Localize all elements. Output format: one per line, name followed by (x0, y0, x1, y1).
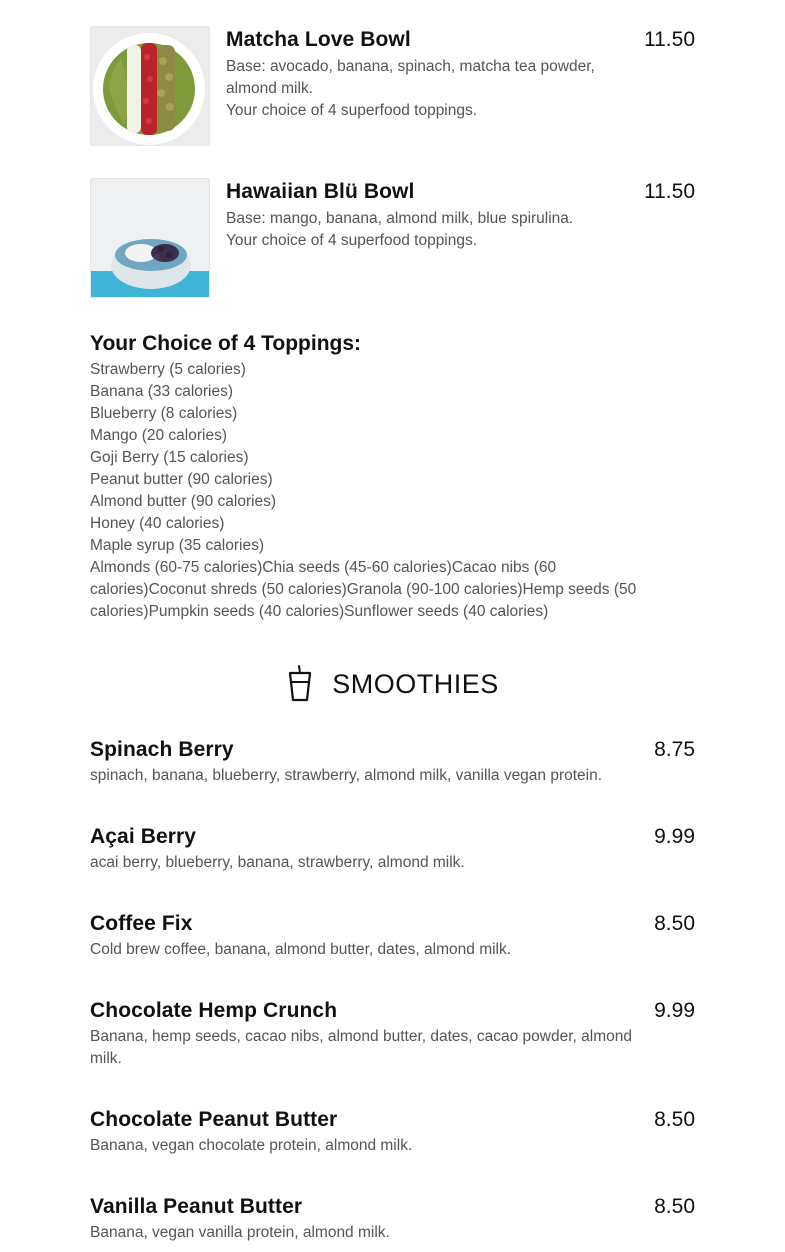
item-description (226, 208, 626, 252)
item-price: 11.50 (644, 180, 695, 203)
topping-item: Strawberry (5 calories) (90, 361, 246, 378)
item-description: spinach, banana, blueberry, strawberry, almond milk, vanilla vegan protein. (90, 767, 603, 784)
topping-item: Blueberry (8 calories) (90, 405, 238, 422)
item-text (90, 1106, 645, 1157)
item-price: 9.99 (654, 999, 695, 1022)
menu-item-hawaiian-blu-bowl[interactable] (90, 178, 695, 298)
item-price: 8.50 (654, 1195, 695, 1218)
item-price: 8.75 (654, 738, 695, 761)
hawaiian-blue-bowl-photo-icon (91, 179, 210, 298)
bowl-text (226, 178, 626, 252)
topping-item: Almonds (60-75 calories) (90, 559, 263, 576)
item-description: Banana, vegan vanilla protein, almond milk. (90, 1224, 390, 1241)
item-price: 8.50 (654, 1108, 695, 1131)
item-text (90, 910, 645, 961)
description-line: Base: mango, banana, almond milk, blue spirulina. (226, 210, 574, 227)
topping-item: Coconut shreds (50 calories) (148, 581, 347, 598)
smoothies-section-header (0, 664, 785, 704)
topping-item: Sunflower seeds (40 calories) (344, 603, 549, 620)
toppings-title: Your Choice of 4 Toppings: (90, 332, 362, 355)
item-description: Cold brew coffee, banana, almond butter, dates, almond milk. (90, 941, 512, 958)
item-name: Matcha Love Bowl (226, 28, 411, 51)
item-price: 8.50 (654, 912, 695, 935)
menu-item-vanilla-peanut-butter[interactable] (90, 1193, 695, 1244)
topping-item: Granola (90-100 calories) (346, 581, 523, 598)
menu-item-chocolate-hemp-crunch[interactable] (90, 997, 695, 1070)
toppings-list (90, 359, 670, 623)
item-description: Banana, hemp seeds, cacao nibs, almond butter, dates, cacao powder, almond milk. (90, 1028, 632, 1067)
menu-item-chocolate-peanut-butter[interactable] (90, 1106, 695, 1157)
topping-item: Mango (20 calories) (90, 427, 227, 444)
description-line: Your choice of 4 superfood toppings. (226, 102, 478, 119)
item-name: Hawaiian Blü Bowl (226, 180, 415, 203)
topping-item: Chia seeds (45-60 calories) (262, 559, 452, 576)
item-name: Chocolate Peanut Butter (90, 1108, 338, 1131)
item-description: Banana, vegan chocolate protein, almond milk. (90, 1137, 413, 1154)
topping-item: Maple syrup (35 calories) (90, 537, 265, 554)
item-text (90, 997, 645, 1070)
menu-item-acai-berry[interactable] (90, 823, 695, 874)
menu-item-spinach-berry[interactable] (90, 736, 695, 787)
topping-item: Hemp seeds (50 calories) (90, 581, 637, 620)
topping-item: Goji Berry (15 calories) (90, 449, 249, 466)
description-line: Your choice of 4 superfood toppings. (226, 232, 478, 249)
topping-item: Cacao nibs (60 calories) (90, 559, 557, 598)
description-line: Base: avocado, banana, spinach, matcha tea powder, almond milk. (226, 58, 595, 97)
matcha-bowl-image[interactable] (90, 26, 210, 146)
item-name: Coffee Fix (90, 912, 193, 935)
topping-item: Honey (40 calories) (90, 515, 225, 532)
menu-item-coffee-fix[interactable] (90, 910, 695, 961)
item-name: Açai Berry (90, 825, 197, 848)
item-text (90, 1193, 645, 1244)
item-price: 11.50 (644, 28, 695, 51)
topping-item: Almond butter (90 calories) (90, 493, 277, 510)
item-name: Chocolate Hemp Crunch (90, 999, 338, 1022)
item-description (226, 56, 626, 122)
section-title: SMOOTHIES (332, 669, 499, 699)
topping-item: Peanut butter (90 calories) (90, 471, 273, 488)
item-text (90, 823, 645, 874)
item-name: Spinach Berry (90, 738, 234, 761)
matcha-bowl-photo-icon (91, 27, 210, 146)
topping-item: Pumpkin seeds (40 calories) (148, 603, 345, 620)
item-description: acai berry, blueberry, banana, strawberry, almond milk. (90, 854, 465, 871)
item-price: 9.99 (654, 825, 695, 848)
cup-icon (286, 664, 314, 704)
hawaiian-bowl-image[interactable] (90, 178, 210, 298)
bowl-text (226, 26, 626, 122)
toppings-section (90, 330, 670, 623)
menu-item-matcha-love-bowl[interactable] (90, 26, 695, 146)
item-text (90, 736, 645, 787)
item-name: Vanilla Peanut Butter (90, 1195, 303, 1218)
topping-item: Banana (33 calories) (90, 383, 234, 400)
